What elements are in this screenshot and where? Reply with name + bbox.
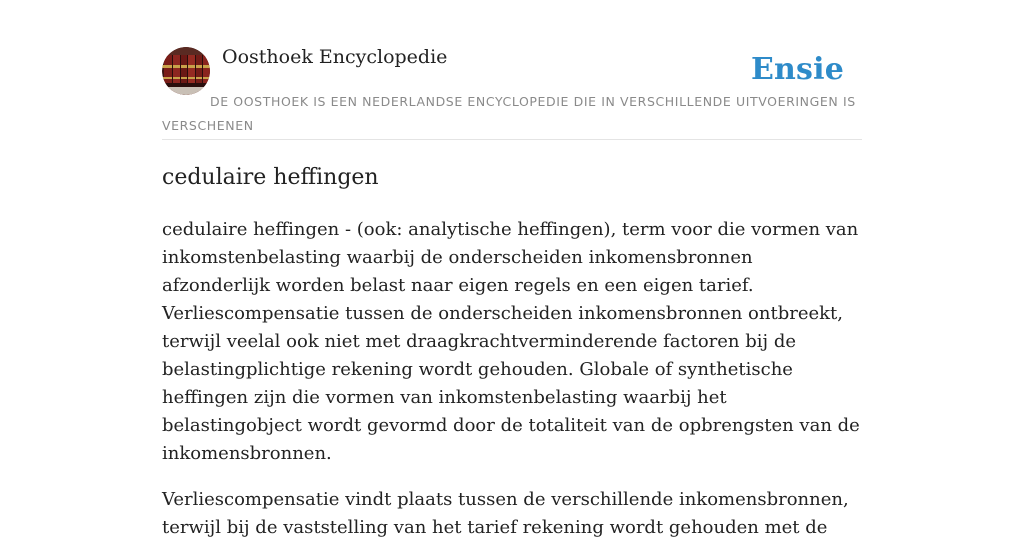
book-spines-icon	[162, 47, 210, 95]
article-paragraph: Verliescompensatie vindt plaats tussen de verschillende inkomensbronnen, terwijl bij de vaststelling van het tarief rekening wordt gehouden met de	[162, 489, 849, 538]
page-container	[162, 0, 862, 538]
article-paragraph: cedulaire heffingen - (ook: analytische heffingen), term voor die vormen van inkomstenbelasting waarbij de onderscheiden inkomensbronnen afzonderlijk worden belast naar eigen regels en een eigen tarief. Verliescompensatie tussen de onderscheiden inkomensbronnen ontbreekt, terwijl veelal ook niet met draagkrachtverminderende factoren bij de belastingplichtige rekening wordt gehouden. Globale of synthetische heffingen zijn die vormen van inkomstenbelasting waarbij het belastingobject wordt gevormd door de totaliteit van de opbrengsten van de inkomensbronnen.	[162, 219, 860, 464]
site-avatar[interactable]	[162, 47, 210, 95]
site-header	[162, 0, 862, 140]
site-subtitle: DE OOSTHOEK IS EEN NEDERLANDSE ENCYCLOPEDIE DIE IN VERSCHILLENDE UITVOERINGEN IS VERSCHENEN	[162, 94, 856, 133]
article-title: cedulaire heffingen	[162, 165, 379, 190]
site-title-link[interactable]: Oosthoek Encyclopedie	[222, 46, 448, 68]
ensie-logo-link[interactable]: Ensie	[750, 52, 844, 87]
article-body	[162, 216, 862, 560]
